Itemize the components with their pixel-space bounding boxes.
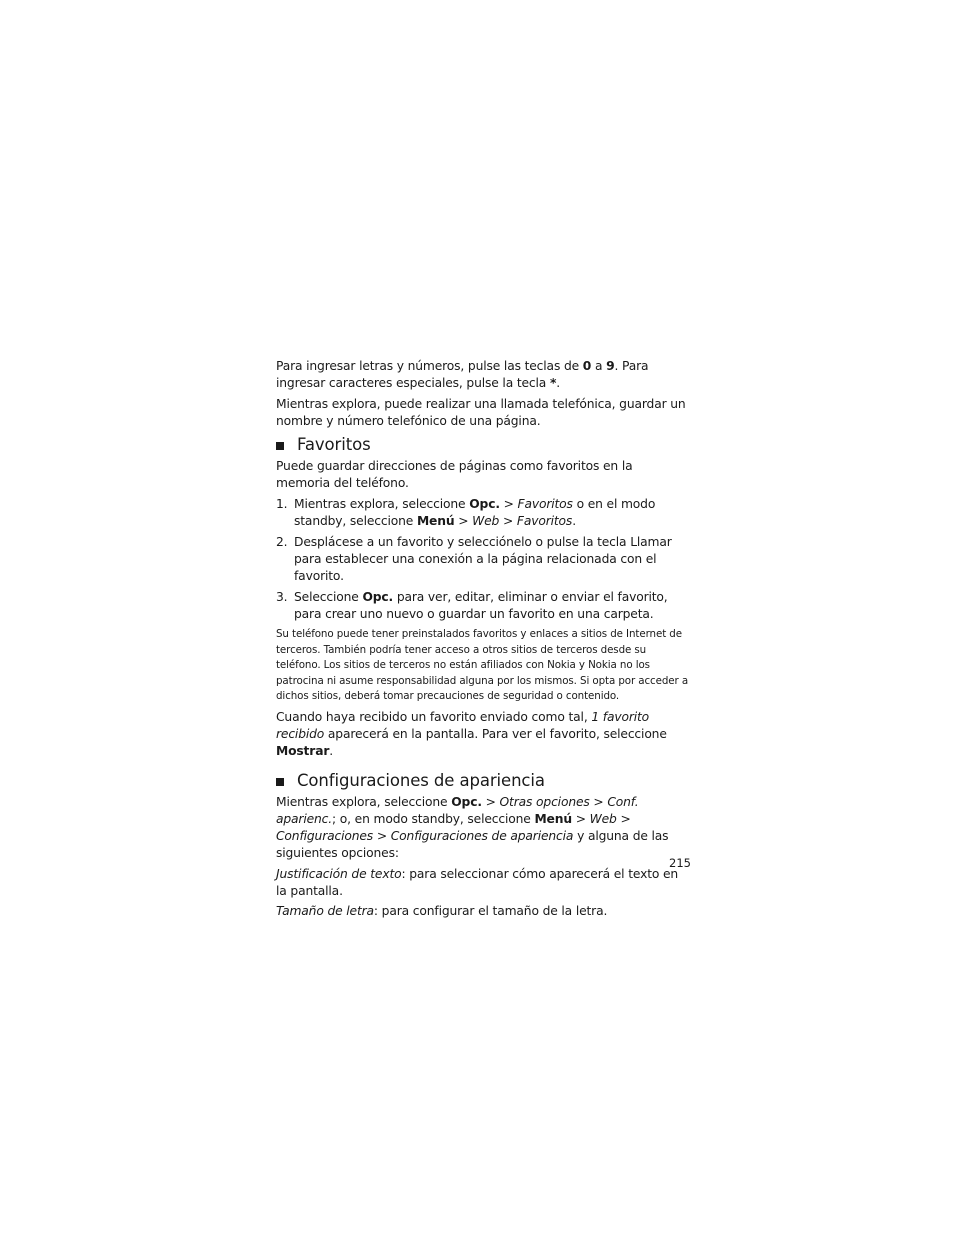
- text-run: ; o, en modo standby, seleccione: [332, 811, 535, 826]
- favoritos-steps: [276, 496, 690, 623]
- text-run: .: [572, 514, 576, 528]
- option-term: 1 favorito recibido: [276, 709, 650, 741]
- key-9: 9: [606, 359, 615, 373]
- menu-term: Opc.: [451, 794, 482, 809]
- text-run: >: [616, 811, 631, 826]
- text-run: . Para ingresar caracteres especiales, pulse la tecla: [276, 359, 649, 390]
- heading-text: Configuraciones de apariencia: [297, 770, 545, 790]
- text-run: Seleccione: [294, 590, 363, 604]
- text-run: >: [373, 828, 391, 843]
- text-run: >: [589, 794, 608, 809]
- page-content: [276, 358, 690, 923]
- text-run: aparecerá en la pantalla. Para ver el favorito, seleccione: [324, 726, 667, 741]
- option-term: Favoritos: [516, 514, 573, 528]
- intro-paragraph-keys: [276, 358, 690, 392]
- section-heading-apariencia: [276, 770, 690, 792]
- menu-term: Menú: [416, 514, 455, 528]
- text-run: .: [329, 743, 334, 758]
- square-bullet-icon: [276, 442, 284, 450]
- option-term: Tamaño de letra: [276, 903, 374, 918]
- text-run: a: [591, 359, 607, 373]
- option-term: Favoritos: [517, 497, 573, 511]
- list-item: [276, 496, 690, 530]
- option-text-justification: [276, 866, 690, 900]
- key-0: 0: [582, 359, 592, 373]
- intro-paragraph-call: Mientras explora, puede realizar una llamada telefónica, guardar un nombre y número telefónico de una página.: [276, 397, 686, 428]
- option-term: Configuraciones de apariencia: [390, 828, 574, 843]
- text-run: .: [556, 376, 561, 390]
- menu-term: Opc.: [469, 497, 500, 511]
- step-number: 1.: [276, 497, 288, 511]
- text-run: >: [481, 794, 500, 809]
- section-heading-favoritos: [276, 434, 690, 456]
- option-term: Justificación de texto: [276, 866, 402, 881]
- menu-term: Mostrar: [276, 743, 330, 758]
- text-run: >: [499, 497, 518, 511]
- text-run: Cuando haya recibido un favorito enviado como tal,: [276, 709, 592, 724]
- step-number: 3.: [276, 590, 288, 604]
- menu-term: Menú: [534, 811, 572, 826]
- text-run: y alguna de las siguientes opciones:: [276, 828, 669, 860]
- text-run: : para configurar el tamaño de la letra.: [373, 903, 608, 918]
- text-run: o en el modo standby, seleccione: [294, 497, 656, 528]
- menu-term: Opc.: [362, 590, 394, 604]
- option-term: Otras opciones: [499, 794, 590, 809]
- third-party-note: Su teléfono puede tener preinstalados favoritos y enlaces a sitios de Internet de terceros. También podría tener acceso a otros sitios de terceros desde su teléfono. Los sitios de terceros no están afiliados con Nokia y Nokia no los patrocina ni asume responsabilidad alguna por los mismos. Si opta por acceder a dichos sitios, deberá tomar precauciones de seguridad o contenido.: [276, 628, 689, 702]
- text-run: >: [499, 514, 517, 528]
- option-term: Web: [589, 811, 617, 826]
- option-term: Conf. aparienc.: [276, 794, 639, 826]
- text-run: >: [454, 514, 473, 528]
- text-run: >: [571, 811, 590, 826]
- option-font-size: [276, 903, 690, 920]
- text-run: Desplácese a un favorito y selecciónelo o pulse la tecla Llamar para establecer una conexión a la página relacionada con el favorito.: [294, 535, 672, 583]
- favoritos-intro: Puede guardar direcciones de páginas como favoritos en la memoria del teléfono.: [276, 459, 633, 490]
- list-item: [276, 534, 690, 585]
- favorito-received-paragraph: [276, 709, 690, 760]
- page-number: 215: [669, 856, 691, 870]
- heading-text: Favoritos: [297, 435, 371, 454]
- option-term: Configuraciones: [276, 828, 374, 843]
- text-run: Mientras explora, seleccione: [276, 794, 452, 809]
- step-number: 2.: [276, 535, 288, 549]
- text-run: Para ingresar letras y números, pulse las teclas de: [276, 359, 583, 373]
- square-bullet-icon: [276, 778, 284, 786]
- text-run: : para seleccionar cómo aparecerá el texto en la pantalla.: [276, 866, 679, 898]
- apariencia-intro: [276, 794, 690, 862]
- list-item: [276, 589, 690, 623]
- key-star: *: [549, 376, 557, 390]
- text-run: para ver, editar, eliminar o enviar el favorito, para crear uno nuevo o guardar un favorito en una carpeta.: [294, 590, 668, 621]
- text-run: Mientras explora, seleccione: [294, 497, 470, 511]
- option-term: Web: [472, 514, 500, 528]
